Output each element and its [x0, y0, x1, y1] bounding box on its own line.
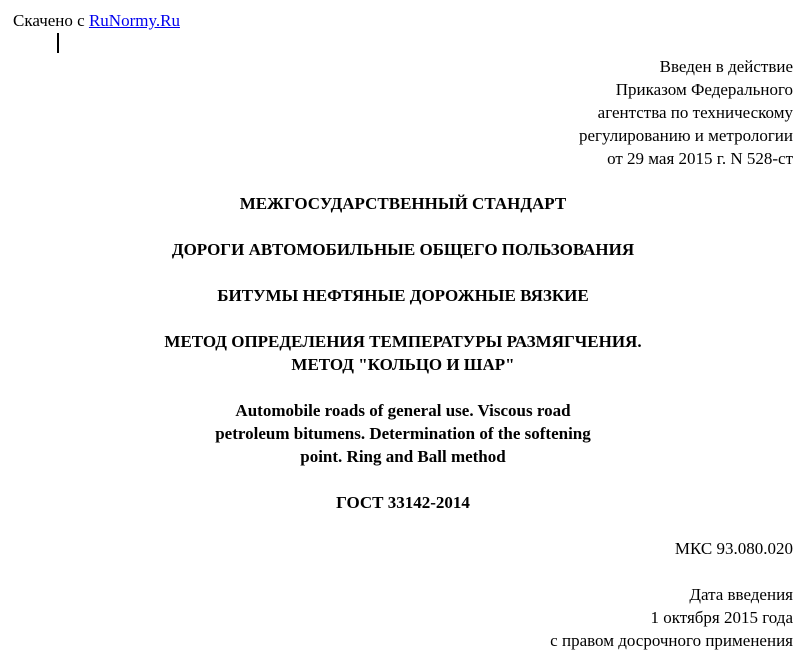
download-source — [13, 9, 180, 32]
gost-designation: ГОСТ 33142-2014 — [336, 493, 470, 512]
text-cursor — [57, 33, 59, 53]
enactment-line-5: от 29 мая 2015 г. N 528-ст — [607, 149, 793, 168]
introduction-label: Дата введения — [689, 585, 793, 604]
english-title-line-3: point. Ring and Ball method — [300, 447, 506, 466]
enactment-line-1: Введен в действие — [659, 57, 793, 76]
download-prefix: Скачено с — [13, 11, 89, 30]
method-title-line-2: МЕТОД "КОЛЬЦО И ШАР" — [291, 355, 515, 374]
enactment-line-2: Приказом Федерального — [615, 80, 793, 99]
enactment-line-4: регулированию и метрологии — [578, 126, 793, 145]
runormy-link[interactable]: RuNormy.Ru — [88, 11, 180, 30]
standard-type-title: МЕЖГОСУДАРСТВЕННЫЙ СТАНДАРТ — [239, 194, 567, 213]
series-title: ДОРОГИ АВТОМОБИЛЬНЫЕ ОБЩЕГО ПОЛЬЗОВАНИЯ — [171, 240, 635, 259]
english-title-line-2: petroleum bitumens. Determination of the softening — [215, 424, 591, 443]
enactment-line-3: агентства по техническому — [597, 103, 793, 122]
english-title-line-1: Automobile roads of general use. Viscous road — [235, 401, 571, 420]
early-application-note: с правом досрочного применения — [550, 631, 793, 650]
method-title-line-1: МЕТОД ОПРЕДЕЛЕНИЯ ТЕМПЕРАТУРЫ РАЗМЯГЧЕНИЯ. — [164, 332, 642, 351]
introduction-date: 1 октября 2015 года — [650, 608, 793, 627]
subject-title: БИТУМЫ НЕФТЯНЫЕ ДОРОЖНЫЕ ВЯЗКИЕ — [217, 286, 589, 305]
mks-code: МКС 93.080.020 — [674, 539, 793, 558]
